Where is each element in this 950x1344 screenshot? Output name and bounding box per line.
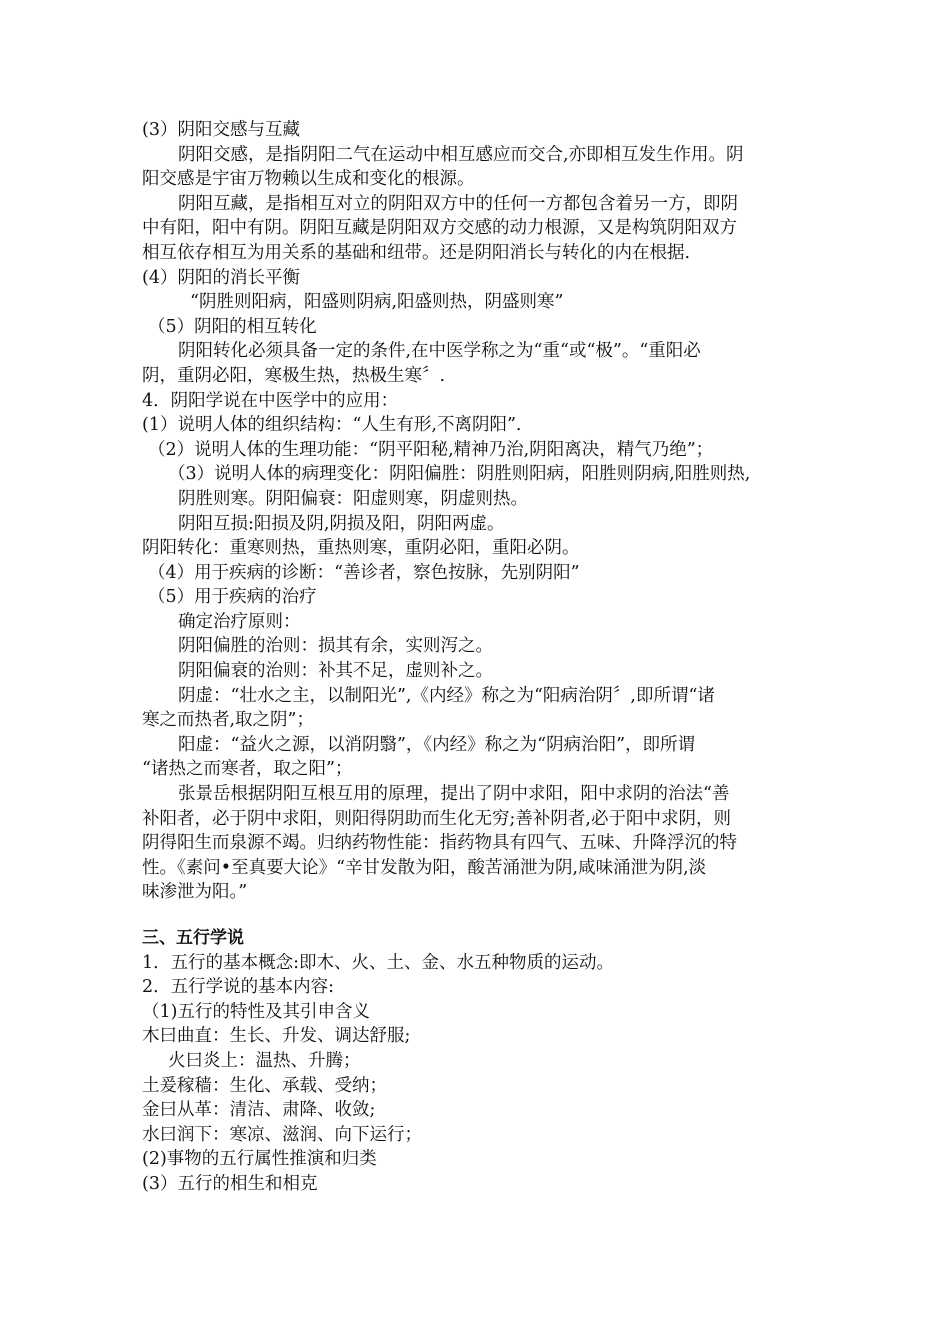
element-line-fire: 火曰炎上：温热、升腾； [168, 1050, 361, 1071]
list-item: （3）说明人体的病理变化：阴阳偏胜：阴胜则阳病，阳胜则阴病,阳胜则热, [168, 464, 751, 485]
element-line-water: 水曰润下：寒凉、滋润、向下运行； [142, 1124, 422, 1145]
list-item: （4）用于疾病的诊断：“善诊者，察色按脉，先别阴阳” [148, 562, 580, 583]
element-line-earth: 土爰稼穑：生化、承载、受纳； [142, 1075, 387, 1096]
section-heading: 三、五行学说 [142, 928, 244, 948]
document-page [142, 118, 822, 1197]
paragraph-line: 阴阳偏衰的治则：补其不足，虚则补之。 [178, 661, 493, 682]
paragraph-line: 阴得阳生而泉源不竭。归纳药物性能：指药物具有四气、五味、升降浮沉的特 [142, 833, 737, 854]
subsection-title: (4）阴阳的消长平衡 [142, 267, 300, 288]
subsection-title: (3）五行的相生和相克 [142, 1173, 318, 1194]
paragraph-line: 阴阳偏胜的治则：损其有余，实则泻之。 [178, 636, 493, 657]
paragraph-line: 确定治疗原则： [178, 611, 301, 632]
paragraph-line: 阳交感是宇宙万物赖以生成和变化的根源。 [142, 169, 475, 190]
paragraph-line: 相互依存相互为用关系的基础和纽带。还是阴阳消长与转化的内在根据. [142, 242, 691, 263]
paragraph-line: 味渗泄为阳。” [142, 882, 248, 903]
paragraph-line: “诸热之而寒者，取之阳”； [142, 759, 353, 780]
element-line-metal: 金曰从革：清洁、肃降、收敛; [142, 1100, 376, 1121]
subsection-title: （5）阴阳的相互转化 [148, 316, 317, 337]
paragraph-line: 阴，重阴必阳，寒极生热，热极生寒〞. [142, 365, 446, 386]
paragraph-line: 寒之而热者,取之阴”； [142, 710, 315, 731]
paragraph-line: 补阳者，必于阴中求阳，则阳得阴助而生化无穷;善补阴者,必于阳中求阴，则 [142, 808, 731, 829]
quote-line: “阴胜则阳病，阳盛则阴病,阳盛则热，阴盛则寒” [190, 292, 564, 313]
paragraph-line: 阴阳转化必须具备一定的条件,在中医学称之为“重“或“极”。“重阳必 [178, 341, 701, 362]
paragraph-line: 中有阳，阳中有阴。阴阳互藏是阴阳双方交感的动力根源，又是构筑阴阳双方 [142, 218, 737, 239]
paragraph-line: 阴胜则寒。阴阳偏衰：阳虚则寒，阴虚则热。 [178, 488, 528, 509]
subsection-title: （1)五行的特性及其引申含义 [142, 1001, 370, 1022]
paragraph-line: 阴阳交感，是指阴阳二气在运动中相互感应而交合,亦即相互发生作用。阴 [178, 144, 744, 165]
paragraph-line: 阳虚：“益火之源，以消阴翳”，《内经》称之为“阴病治阳”，即所谓 [178, 734, 696, 755]
subsection-title: (3）阴阳交感与互藏 [142, 120, 300, 140]
paragraph-line: 阴阳转化：重寒则热，重热则寒，重阴必阳，重阳必阴。 [142, 538, 580, 559]
subsection-title: (2)事物的五行属性推演和归类 [142, 1149, 377, 1170]
list-item: 2．五行学说的基本内容: [142, 977, 335, 998]
paragraph-line: 阴阳互损:阳损及阴,阴损及阳，阴阳两虚。 [178, 513, 505, 534]
list-item: （5）用于疾病的治疗 [148, 587, 317, 608]
list-item: 1．五行的基本概念:即木、火、土、金、水五种物质的运动。 [142, 952, 615, 973]
paragraph-line: 张景岳根据阴阳互根互用的原理，提出了阴中求阳，阳中求阴的治法“善 [178, 784, 730, 805]
paragraph-line: 阴虚：“壮水之主，以制阳光”,《内经》称之为“阳病治阴〞,即所谓“诸 [178, 685, 715, 706]
section-subheading: 4．阴阳学说在中医学中的应用： [142, 390, 399, 411]
list-item: （2）说明人体的生理功能：“阴平阳秘,精神乃治,阴阳离决，精气乃绝”； [148, 439, 714, 460]
paragraph-line: 性。《素问•至真要大论》“辛甘发散为阳，酸苦涌泄为阴,咸味涌泄为阴,淡 [142, 857, 707, 878]
list-item: (1）说明人体的组织结构：“人生有形,不离阴阳”. [142, 415, 522, 436]
element-line-wood: 木曰曲直：生长、升发、调达舒服; [142, 1026, 411, 1047]
paragraph-line: 阴阳互藏，是指相互对立的阴阳双方中的任何一方都包含着另一方，即阴 [178, 193, 738, 214]
